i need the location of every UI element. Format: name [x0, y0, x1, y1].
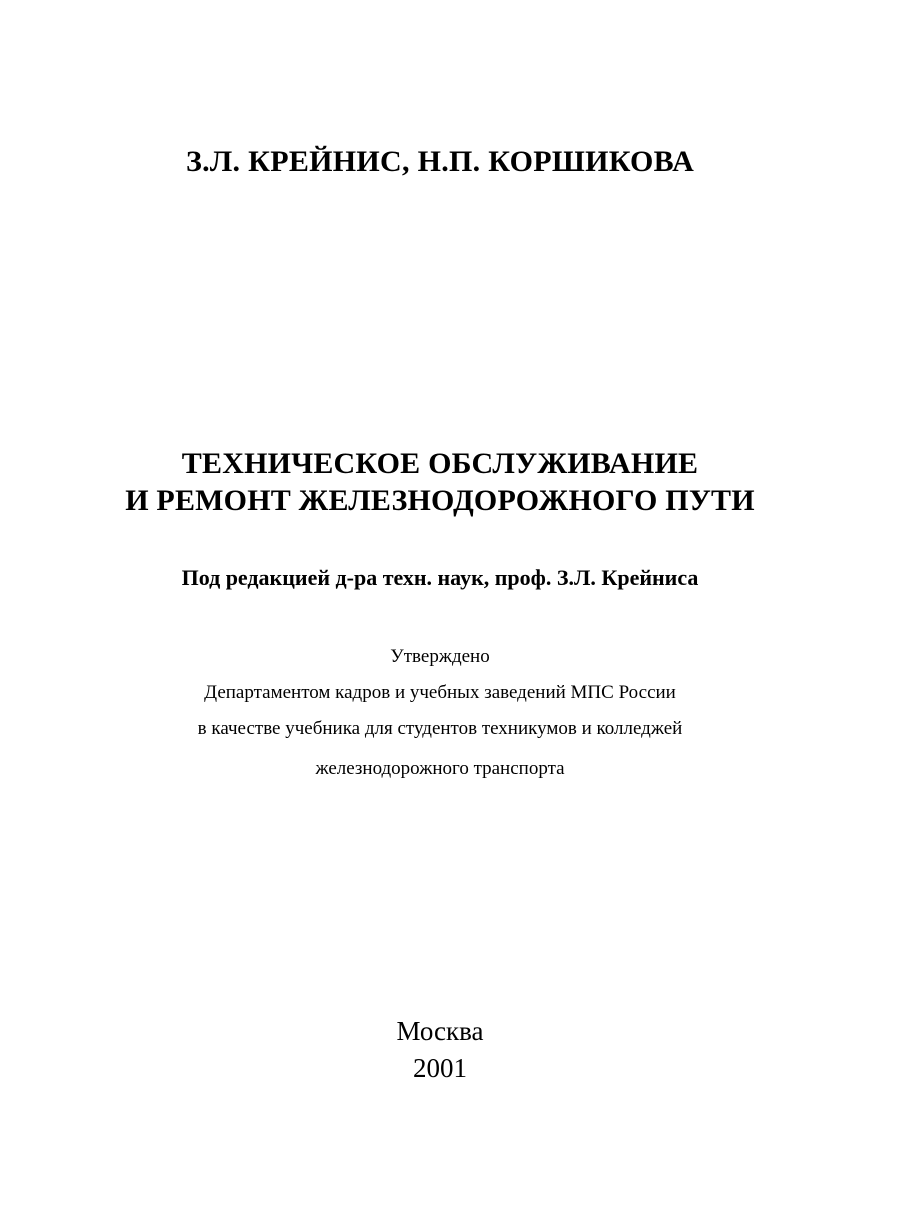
publication-year: 2001 — [413, 1053, 467, 1083]
publication-city: Москва — [396, 1016, 484, 1046]
book-title-line-2: И РЕМОНТ ЖЕЛЕЗНОДОРОЖНОГО ПУТИ — [125, 484, 755, 517]
approval-line-2: Департаментом кадров и учебных заведений МПС России — [204, 682, 676, 703]
book-title-line-1: ТЕХНИЧЕСКОЕ ОБСЛУЖИВАНИЕ — [181, 447, 699, 480]
editor-credit: Под редакцией д-ра техн. наук, проф. З.Л. Крейниса — [181, 565, 699, 590]
authors: З.Л. КРЕЙНИС, Н.П. КОРШИКОВА — [185, 145, 695, 178]
approval-line-1: Утверждено — [390, 646, 490, 667]
approval-line-4: железнодорожного транспорта — [315, 758, 565, 779]
approval-line-3: в качестве учебника для студентов техникумов и колледжей — [197, 718, 683, 739]
